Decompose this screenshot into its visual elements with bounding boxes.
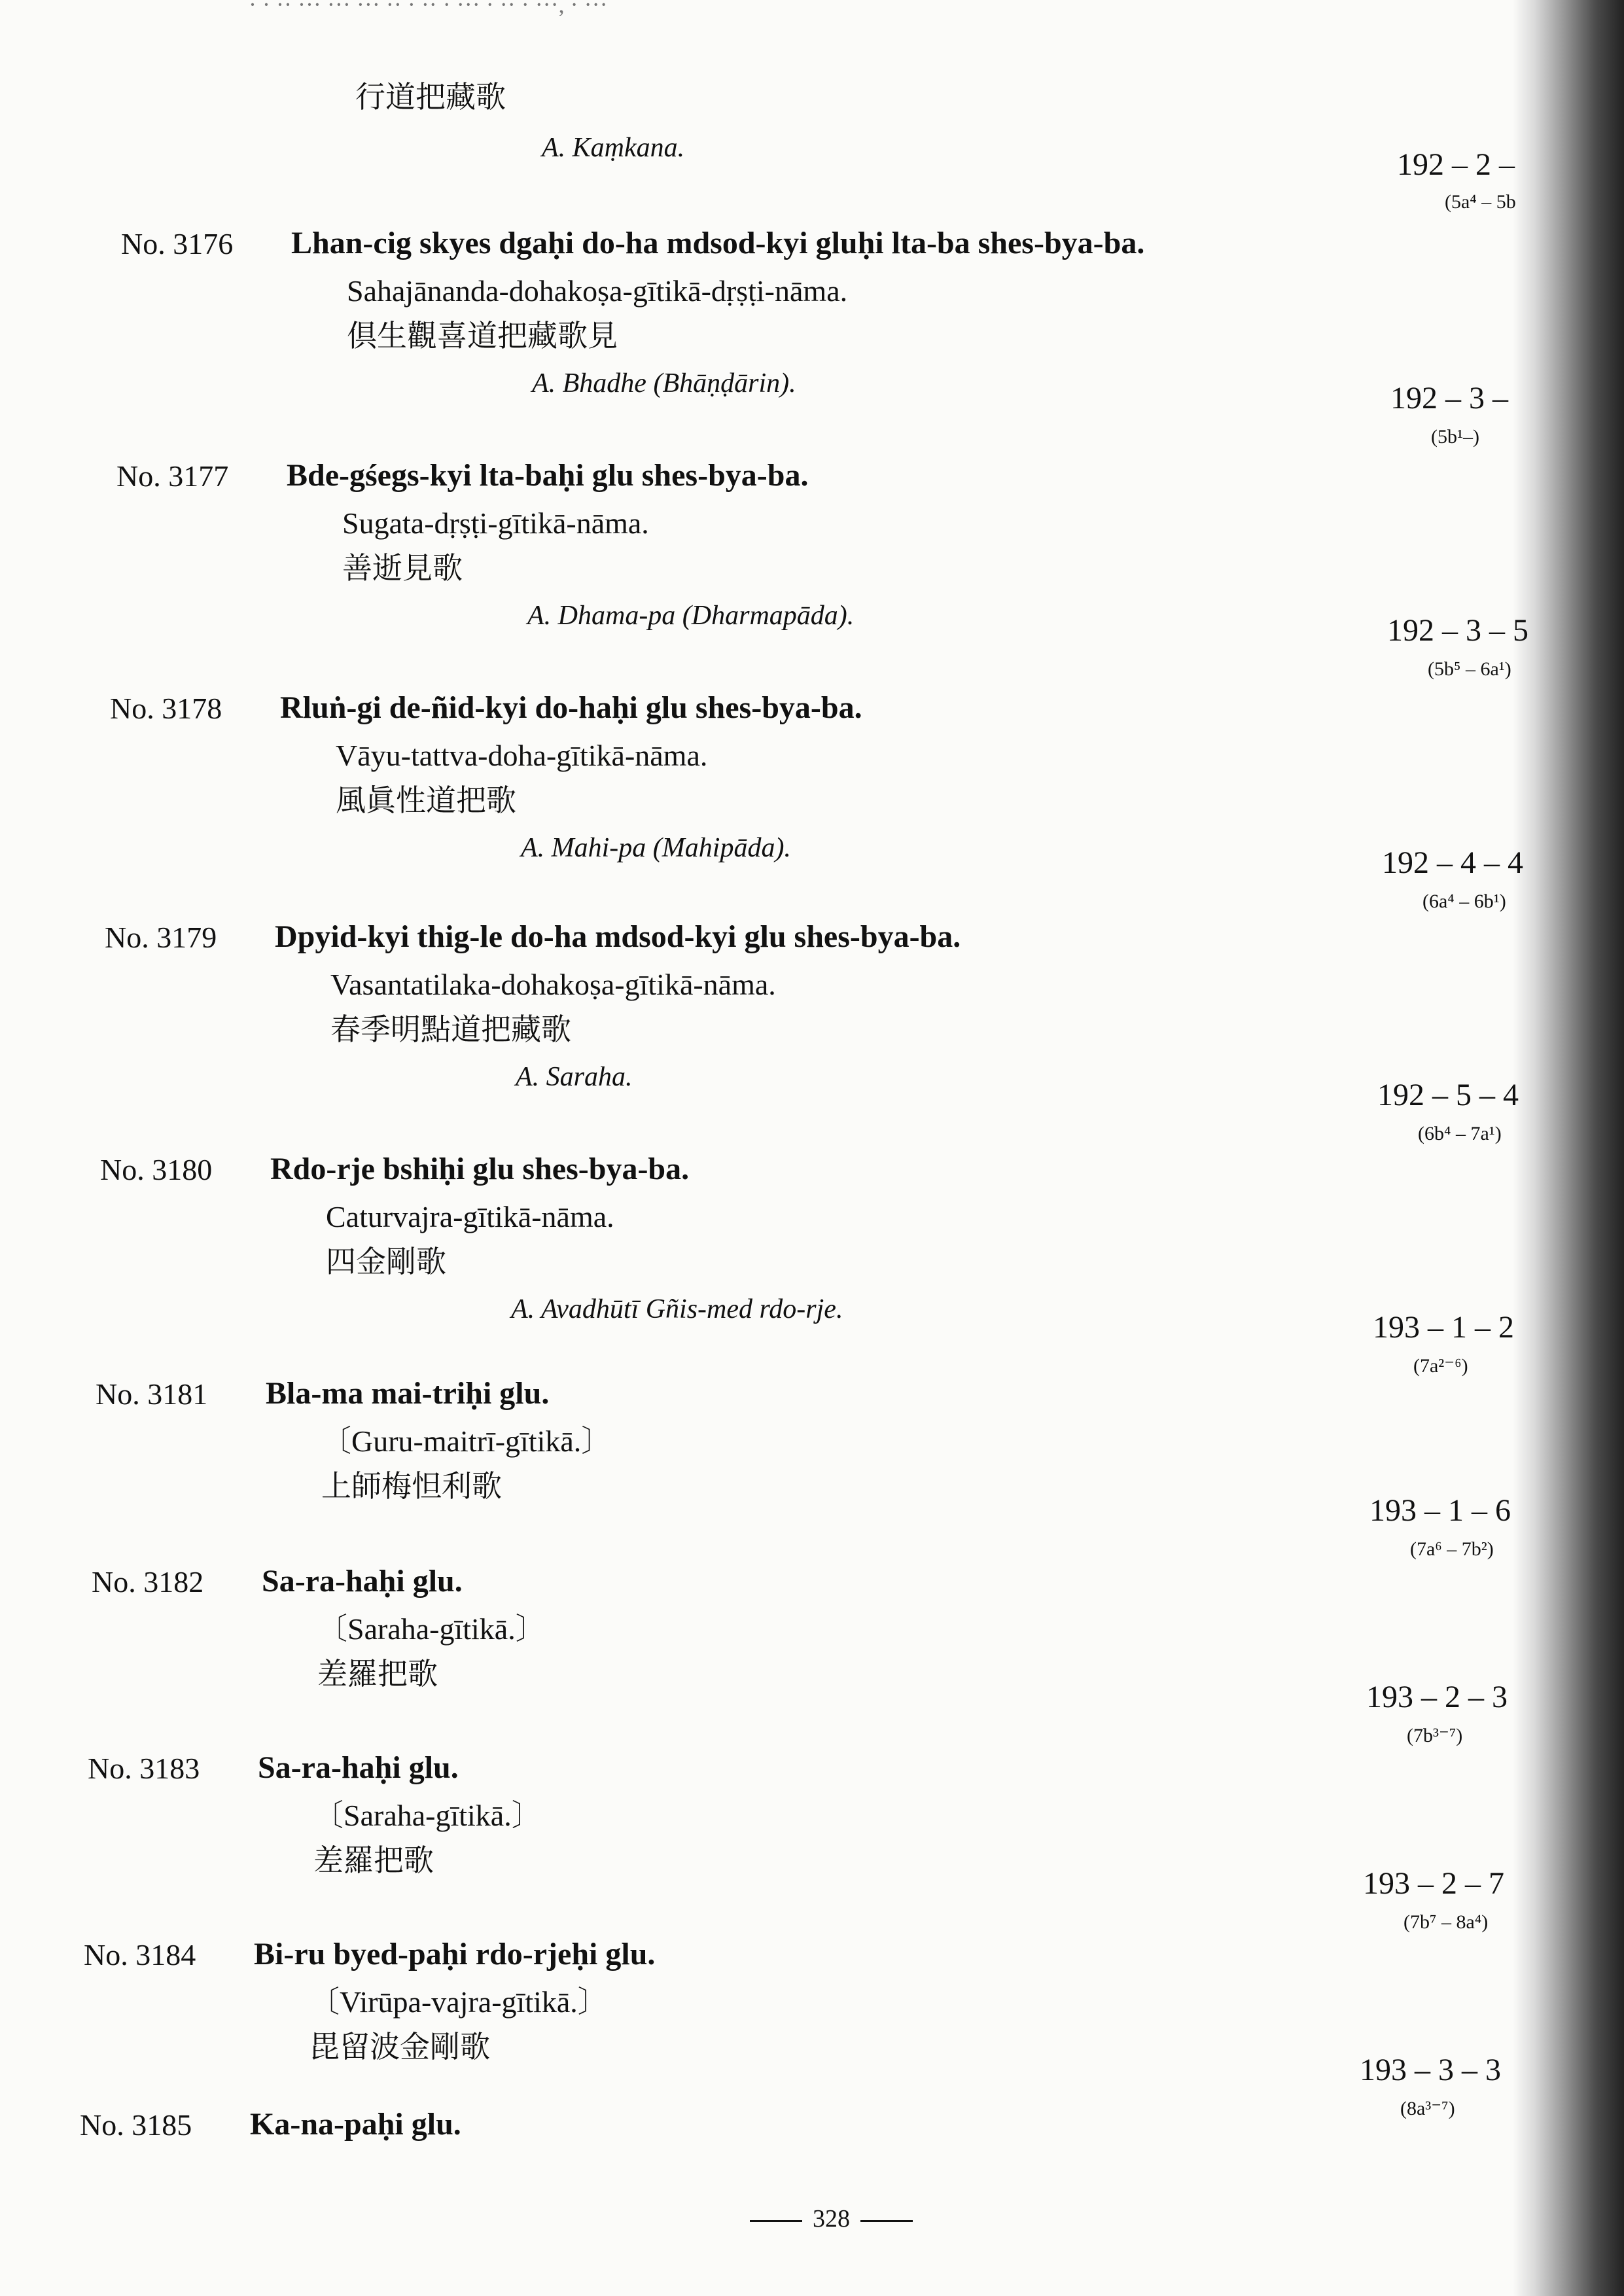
entry-number: No. 3178 (110, 692, 222, 725)
entry-volume-ref: 193 – 1 – 2 (1373, 1310, 1514, 1345)
top-entry-ref: 192 – 2 – (1397, 147, 1515, 182)
entry-volume-ref: 192 – 4 – 4 (1382, 845, 1523, 880)
entry-author: A. Avadhūtī Gñis-med rdo-rje. (511, 1294, 843, 1324)
entry-chinese-title: 毘留波金剛歌 (309, 2029, 490, 2064)
entry-sanskrit-title: 〔Saraha-gītikā.〕 (317, 1612, 546, 1646)
footer-rule-right (860, 2220, 913, 2222)
entry-sanskrit-title: 〔Guru-maitrī-gītikā.〕 (321, 1424, 612, 1458)
entry-folio-ref: (7a⁶ – 7b²) (1410, 1538, 1494, 1560)
page-footer (739, 2206, 923, 2231)
page-number: 328 (813, 2205, 850, 2233)
entry-tibetan-title: Rdo-rje bshiḥi glu shes-bya-ba. (270, 1152, 690, 1186)
entry-tibetan-title: Lhan-cig skyes dgaḥi do-ha mdsod-kyi gluḥi lta-ba shes-bya-ba. (291, 226, 1145, 260)
entry-number: No. 3182 (92, 1565, 204, 1598)
entry-folio-ref: (6a⁴ – 6b¹) (1422, 891, 1506, 912)
entry-chinese-title: 善逝見歌 (342, 550, 463, 586)
entry-folio-ref: (7a²⁻⁶) (1413, 1355, 1468, 1377)
entry-tibetan-title: Ka-na-paḥi glu. (250, 2107, 461, 2142)
entry-sanskrit-title: Sugata-dṛṣṭi-gītikā-nāma. (342, 506, 649, 540)
entry-folio-ref: (7b⁷ – 8a⁴) (1403, 1911, 1489, 1933)
top-entry-folio: (5a⁴ – 5b (1445, 191, 1516, 213)
entry-number: No. 3176 (121, 227, 234, 260)
top-entry-author: A. Kaṃkana. (542, 133, 685, 163)
entry-number: No. 3181 (96, 1377, 208, 1411)
entry-sanskrit-title: Sahajānanda-dohakoṣa-gītikā-dṛṣṭi-nāma. (347, 274, 848, 308)
entry-tibetan-title: Dpyid-kyi thig-le do-ha mdsod-kyi glu shes-bya-ba. (275, 919, 961, 954)
cut-off-header: · · ·· ··· ··· ··· ·· · ·· · ··· · ·· · ···, · ··· (249, 0, 608, 16)
entry-number: No. 3185 (80, 2108, 192, 2142)
entry-volume-ref: 192 – 5 – 4 (1377, 1078, 1519, 1112)
entry-chinese-title: 四金剛歌 (326, 1244, 446, 1279)
entry-volume-ref: 192 – 3 – (1390, 381, 1508, 415)
entry-volume-ref: 193 – 2 – 7 (1363, 1866, 1504, 1901)
entry-folio-ref: (5b⁵ – 6a¹) (1428, 658, 1511, 680)
entry-number: No. 3177 (116, 459, 229, 493)
entry-chinese-title: 上師梅怛利歌 (321, 1468, 502, 1504)
entry-author: A. Mahi-pa (Mahipāda). (521, 833, 791, 863)
top-entry-chinese: 行道把藏歌 (355, 79, 506, 115)
entry-tibetan-title: Sa-ra-haḥi glu. (262, 1564, 463, 1598)
entry-chinese-title: 差羅把歌 (317, 1656, 438, 1691)
entry-folio-ref: (6b⁴ – 7a¹) (1418, 1123, 1502, 1144)
entry-author: A. Bhadhe (Bhāṇḍārin). (532, 368, 796, 398)
entry-chinese-title: 差羅把歌 (313, 1843, 434, 1878)
entry-sanskrit-title: 〔Saraha-gītikā.〕 (313, 1799, 542, 1832)
entry-chinese-title: 春季明點道把藏歌 (330, 1012, 571, 1047)
entry-volume-ref: 192 – 3 – 5 (1387, 613, 1528, 648)
entry-sanskrit-title: Vāyu-tattva-doha-gītikā-nāma. (336, 739, 708, 772)
entry-sanskrit-title: 〔Virūpa-vajra-gītikā.〕 (309, 1985, 608, 2019)
entry-volume-ref: 193 – 2 – 3 (1366, 1680, 1508, 1714)
entry-folio-ref: (5b¹–) (1431, 426, 1479, 448)
entry-tibetan-title: Bde-gśegs-kyi lta-baḥi glu shes-bya-ba. (287, 458, 809, 493)
scan-binding-shadow (1513, 0, 1624, 2296)
footer-rule-left (750, 2220, 802, 2222)
entry-chinese-title: 倶生觀喜道把藏歌見 (347, 318, 618, 353)
entry-number: No. 3179 (105, 921, 217, 954)
entry-tibetan-title: Rluṅ-gi de-ñid-kyi do-haḥi glu shes-bya-ba. (280, 690, 862, 725)
entry-number: No. 3183 (88, 1752, 200, 1785)
entry-author: A. Dhama-pa (Dharmapāda). (527, 601, 855, 631)
entry-volume-ref: 193 – 3 – 3 (1360, 2053, 1501, 2087)
entry-sanskrit-title: Caturvajra-gītikā-nāma. (326, 1200, 614, 1233)
entry-number: No. 3180 (100, 1153, 213, 1186)
entry-chinese-title: 風眞性道把歌 (336, 783, 516, 818)
entry-volume-ref: 193 – 1 – 6 (1369, 1493, 1511, 1528)
entry-folio-ref: (8a³⁻⁷) (1400, 2098, 1455, 2119)
entry-tibetan-title: Sa-ra-haḥi glu. (258, 1750, 459, 1785)
entry-sanskrit-title: Vasantatilaka-dohakoṣa-gītikā-nāma. (330, 968, 776, 1001)
entry-folio-ref: (7b³⁻⁷) (1407, 1725, 1463, 1746)
entry-number: No. 3184 (84, 1938, 196, 1971)
entry-tibetan-title: Bi-ru byed-paḥi rdo-rjeḥi glu. (254, 1937, 656, 1971)
entry-tibetan-title: Bla-ma mai-triḥi glu. (266, 1376, 550, 1411)
entry-author: A. Saraha. (516, 1062, 633, 1092)
